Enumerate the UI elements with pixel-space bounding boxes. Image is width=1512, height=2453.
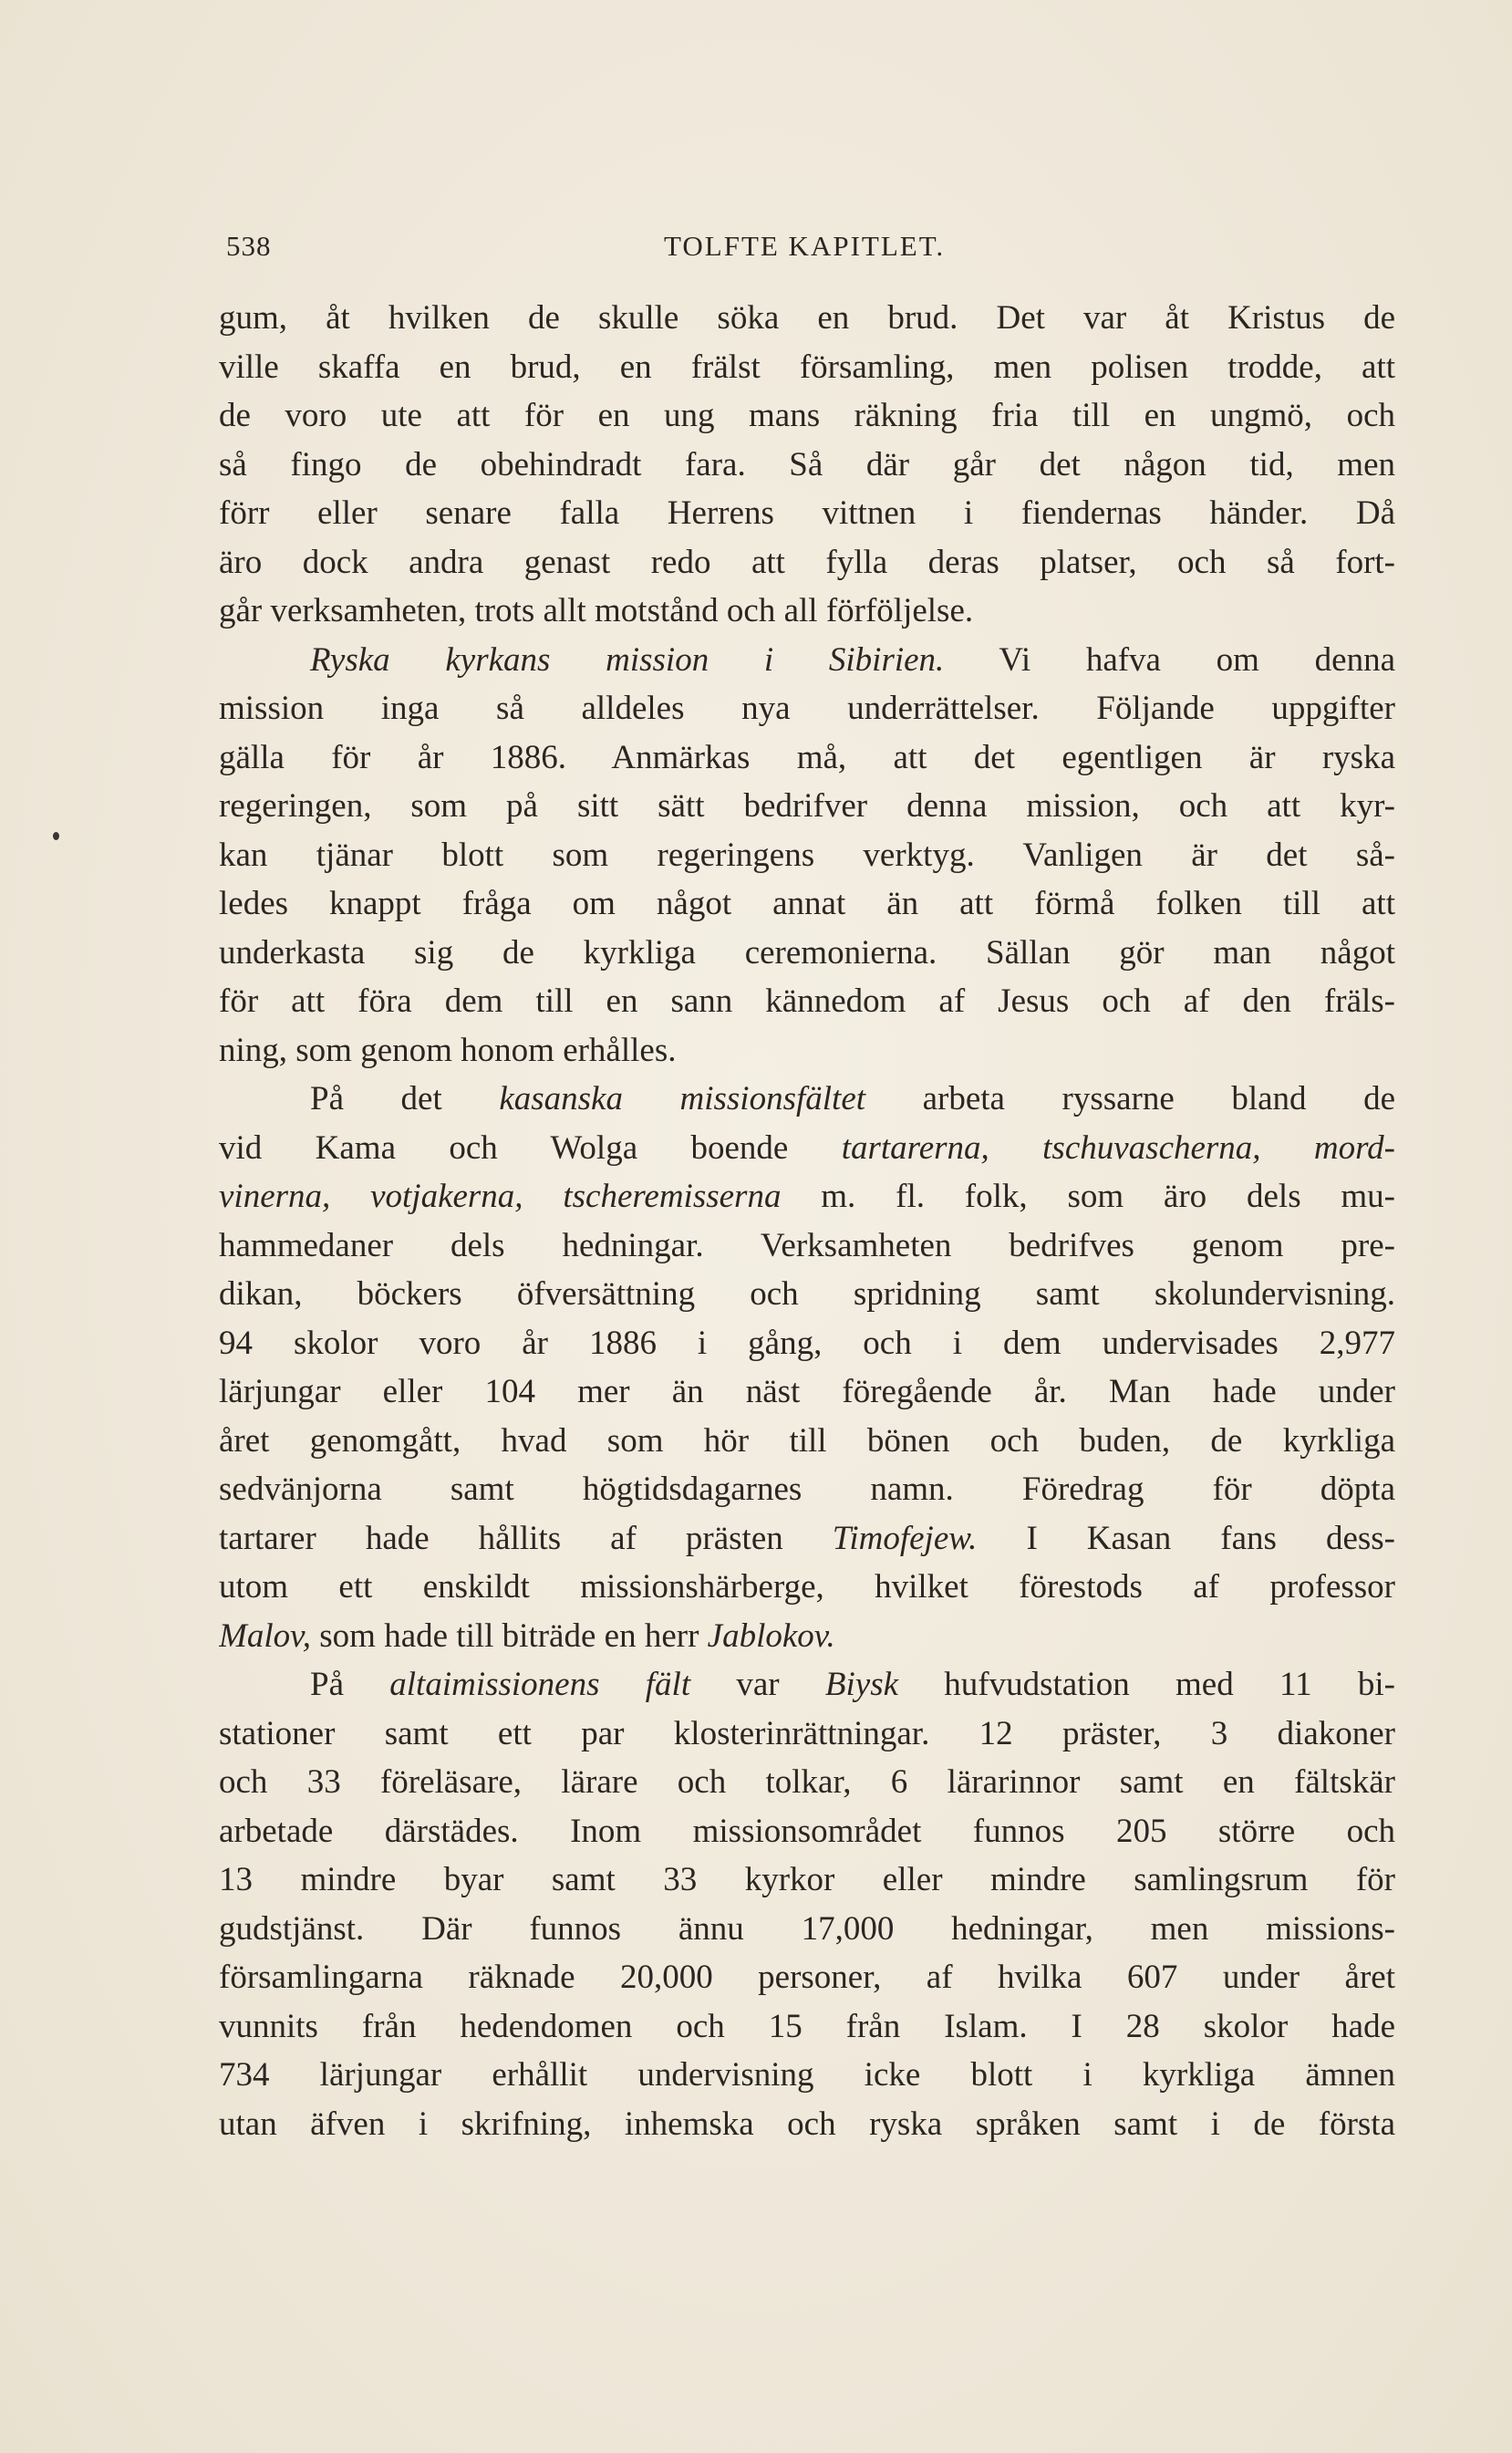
- text-segment: ledes knappt fråga om något annat än att förmå folken till att: [219, 885, 1395, 922]
- italic-text: Jablokov.: [707, 1616, 835, 1655]
- text-segment: som hade till biträde en herr: [311, 1616, 708, 1655]
- text-line: [219, 1367, 1395, 1417]
- page-number: 538: [226, 230, 272, 262]
- italic-text: Ryska kyrkans mission i Sibirien.: [310, 640, 945, 679]
- text-segment: församlingarna räknade 20,000 personer, af hvilka 607 under året: [219, 1959, 1395, 1996]
- italic-text: altaimissionens fält: [389, 1666, 691, 1703]
- text-line: [219, 1953, 1395, 2002]
- text-segment: vid Kama och Wolga boende: [219, 1128, 842, 1167]
- text-segment: arbetade därstädes. Inom missionsområdet funnos 205 större och: [219, 1812, 1395, 1850]
- text-segment: 94 skolor voro år 1886 i gång, och i dem undervisades 2,977: [219, 1324, 1395, 1362]
- text-line: [219, 929, 1395, 978]
- text-line: [219, 1710, 1395, 1759]
- page-header: [226, 230, 1384, 270]
- text-segment: året genomgått, hvad som hör till bönen och buden, de kyrkliga: [219, 1421, 1395, 1460]
- text-line: [219, 489, 1395, 538]
- text-segment: ville skaffa en brud, en frälst församling, men polisen trodde, att: [219, 348, 1395, 386]
- text-segment: går verksamheten, trots allt motstånd och all förföljelse.: [219, 592, 974, 629]
- text-segment: tartarer hade hållits af prästen: [219, 1519, 833, 1557]
- text-segment: äro dock andra genast redo att fylla deras platser, och så fort-: [219, 543, 1395, 581]
- text-segment: utom ett enskildt missionshärberge, hvilket förestods af professor: [219, 1568, 1395, 1606]
- text-segment: och 33 föreläsare, lärare och tolkar, 6 lärarinnor samt en fältskär: [219, 1763, 1395, 1801]
- text-segment: sedvänjorna samt högtidsdagarnes namn. Föredrag för döpta: [219, 1471, 1395, 1508]
- text-segment: arbeta ryssarne bland de: [865, 1080, 1395, 1117]
- text-segment: så fingo de obehindradt fara. Så där går det någon tid, men: [219, 445, 1395, 483]
- text-line: [219, 343, 1395, 392]
- text-segment: gum, åt hvilken de skulle söka en brud. Det var åt Kristus de: [219, 299, 1395, 337]
- text-segment: gudstjänst. Där funnos ännu 17,000 hedningar, men missions-: [219, 1909, 1395, 1948]
- text-line: [219, 1221, 1395, 1271]
- text-segment: lärjungar eller 104 mer än näst föregående år. Man hade under: [219, 1373, 1395, 1410]
- text-segment: förr eller senare falla Herrens vittnen i fiendernas händer. Då: [219, 494, 1395, 532]
- text-segment: underkasta sig de kyrkliga ceremonierna. Sällan gör man något: [219, 933, 1395, 972]
- text-line: [219, 684, 1395, 733]
- italic-text: Timofejew.: [832, 1519, 978, 1557]
- text-line: [219, 1905, 1395, 1954]
- italic-text: kasanska missionsfältet: [499, 1080, 866, 1117]
- text-segment: vunnits från hedendomen och 15 från Islam. I 28 skolor hade: [219, 2007, 1395, 2045]
- text-line: [219, 2100, 1395, 2149]
- text-segment: m. fl. folk, som äro dels mu-: [781, 1178, 1395, 1215]
- body-text: [219, 294, 1395, 2148]
- text-line: [219, 733, 1395, 783]
- text-segment: hufvudstation med 11 bi-: [898, 1666, 1395, 1703]
- text-line: [219, 879, 1395, 929]
- text-segment: gälla för år 1886. Anmärkas må, att det egentligen är ryska: [219, 738, 1395, 776]
- text-line: [219, 2002, 1395, 2052]
- text-line: [219, 1758, 1395, 1807]
- text-line: [219, 636, 1395, 685]
- text-segment: de voro ute att för en ung mans räkning fria till en ungmö, och: [219, 397, 1395, 434]
- text-segment: dikan, böckers öfversättning och spridning samt skolundervisning.: [219, 1275, 1395, 1313]
- text-segment: ning, som genom honom erhålles.: [219, 1031, 677, 1069]
- text-line: [219, 294, 1395, 343]
- text-line: [219, 441, 1395, 490]
- text-segment: mission inga så alldeles nya underrättelser. Följande uppgifter: [219, 690, 1395, 727]
- italic-text: vinerna, votjakerna, tscheremisserna: [219, 1178, 782, 1215]
- text-line: [219, 538, 1395, 587]
- text-segment: kan tjänar blott som regeringens verktyg. Vanligen är det så-: [219, 836, 1395, 874]
- text-segment: stationer samt ett par klosterinrättningar. 12 präster, 3 diakoner: [219, 1714, 1395, 1752]
- text-line: [219, 1612, 1395, 1661]
- text-line: [219, 1319, 1395, 1368]
- text-line: [219, 1465, 1395, 1514]
- text-segment: 734 lärjungar erhållit undervisning icke blott i kyrkliga ämnen: [219, 2056, 1395, 2094]
- text-segment: var: [690, 1666, 825, 1703]
- text-segment: hammedaner dels hedningar. Verksamheten bedrifves genom pre-: [219, 1226, 1395, 1264]
- text-line: [219, 831, 1395, 880]
- text-line: [219, 1514, 1395, 1564]
- text-segment: 13 mindre byar samt 33 kyrkor eller mindre samlingsrum för: [219, 1861, 1395, 1898]
- text-line: [219, 391, 1395, 441]
- text-line: [219, 977, 1395, 1026]
- text-line: [219, 2051, 1395, 2100]
- text-segment: Vi hafva om denna: [944, 640, 1395, 679]
- text-line: [219, 1563, 1395, 1612]
- text-segment: På det: [310, 1080, 500, 1117]
- text-line: [219, 1270, 1395, 1319]
- margin-ink-dot: [53, 832, 59, 840]
- text-segment: På: [310, 1666, 390, 1703]
- italic-text: Malov,: [219, 1616, 312, 1655]
- text-line: [219, 1026, 1395, 1076]
- text-line: [219, 1075, 1395, 1124]
- text-line: [219, 782, 1395, 831]
- text-line: [219, 1417, 1395, 1466]
- text-line: [219, 1660, 1395, 1710]
- running-head: TOLFTE KAPITLET.: [664, 230, 946, 262]
- text-segment: utan äfven i skrifning, inhemska och ryska språken samt i de första: [219, 2105, 1395, 2143]
- text-segment: för att föra dem till en sann kännedom af Jesus och af den fräls-: [219, 982, 1395, 1020]
- text-line: [219, 587, 1395, 636]
- text-segment: I Kasan fans dess-: [977, 1519, 1395, 1557]
- text-line: [219, 1124, 1395, 1173]
- text-line: [219, 1855, 1395, 1905]
- italic-text: tartarerna, tschuvascherna, mord-: [841, 1128, 1395, 1167]
- text-line: [219, 1172, 1395, 1221]
- text-line: [219, 1807, 1395, 1856]
- text-segment: regeringen, som på sitt sätt bedrifver denna mission, och att kyr-: [219, 787, 1395, 825]
- italic-text: Biysk: [824, 1666, 899, 1703]
